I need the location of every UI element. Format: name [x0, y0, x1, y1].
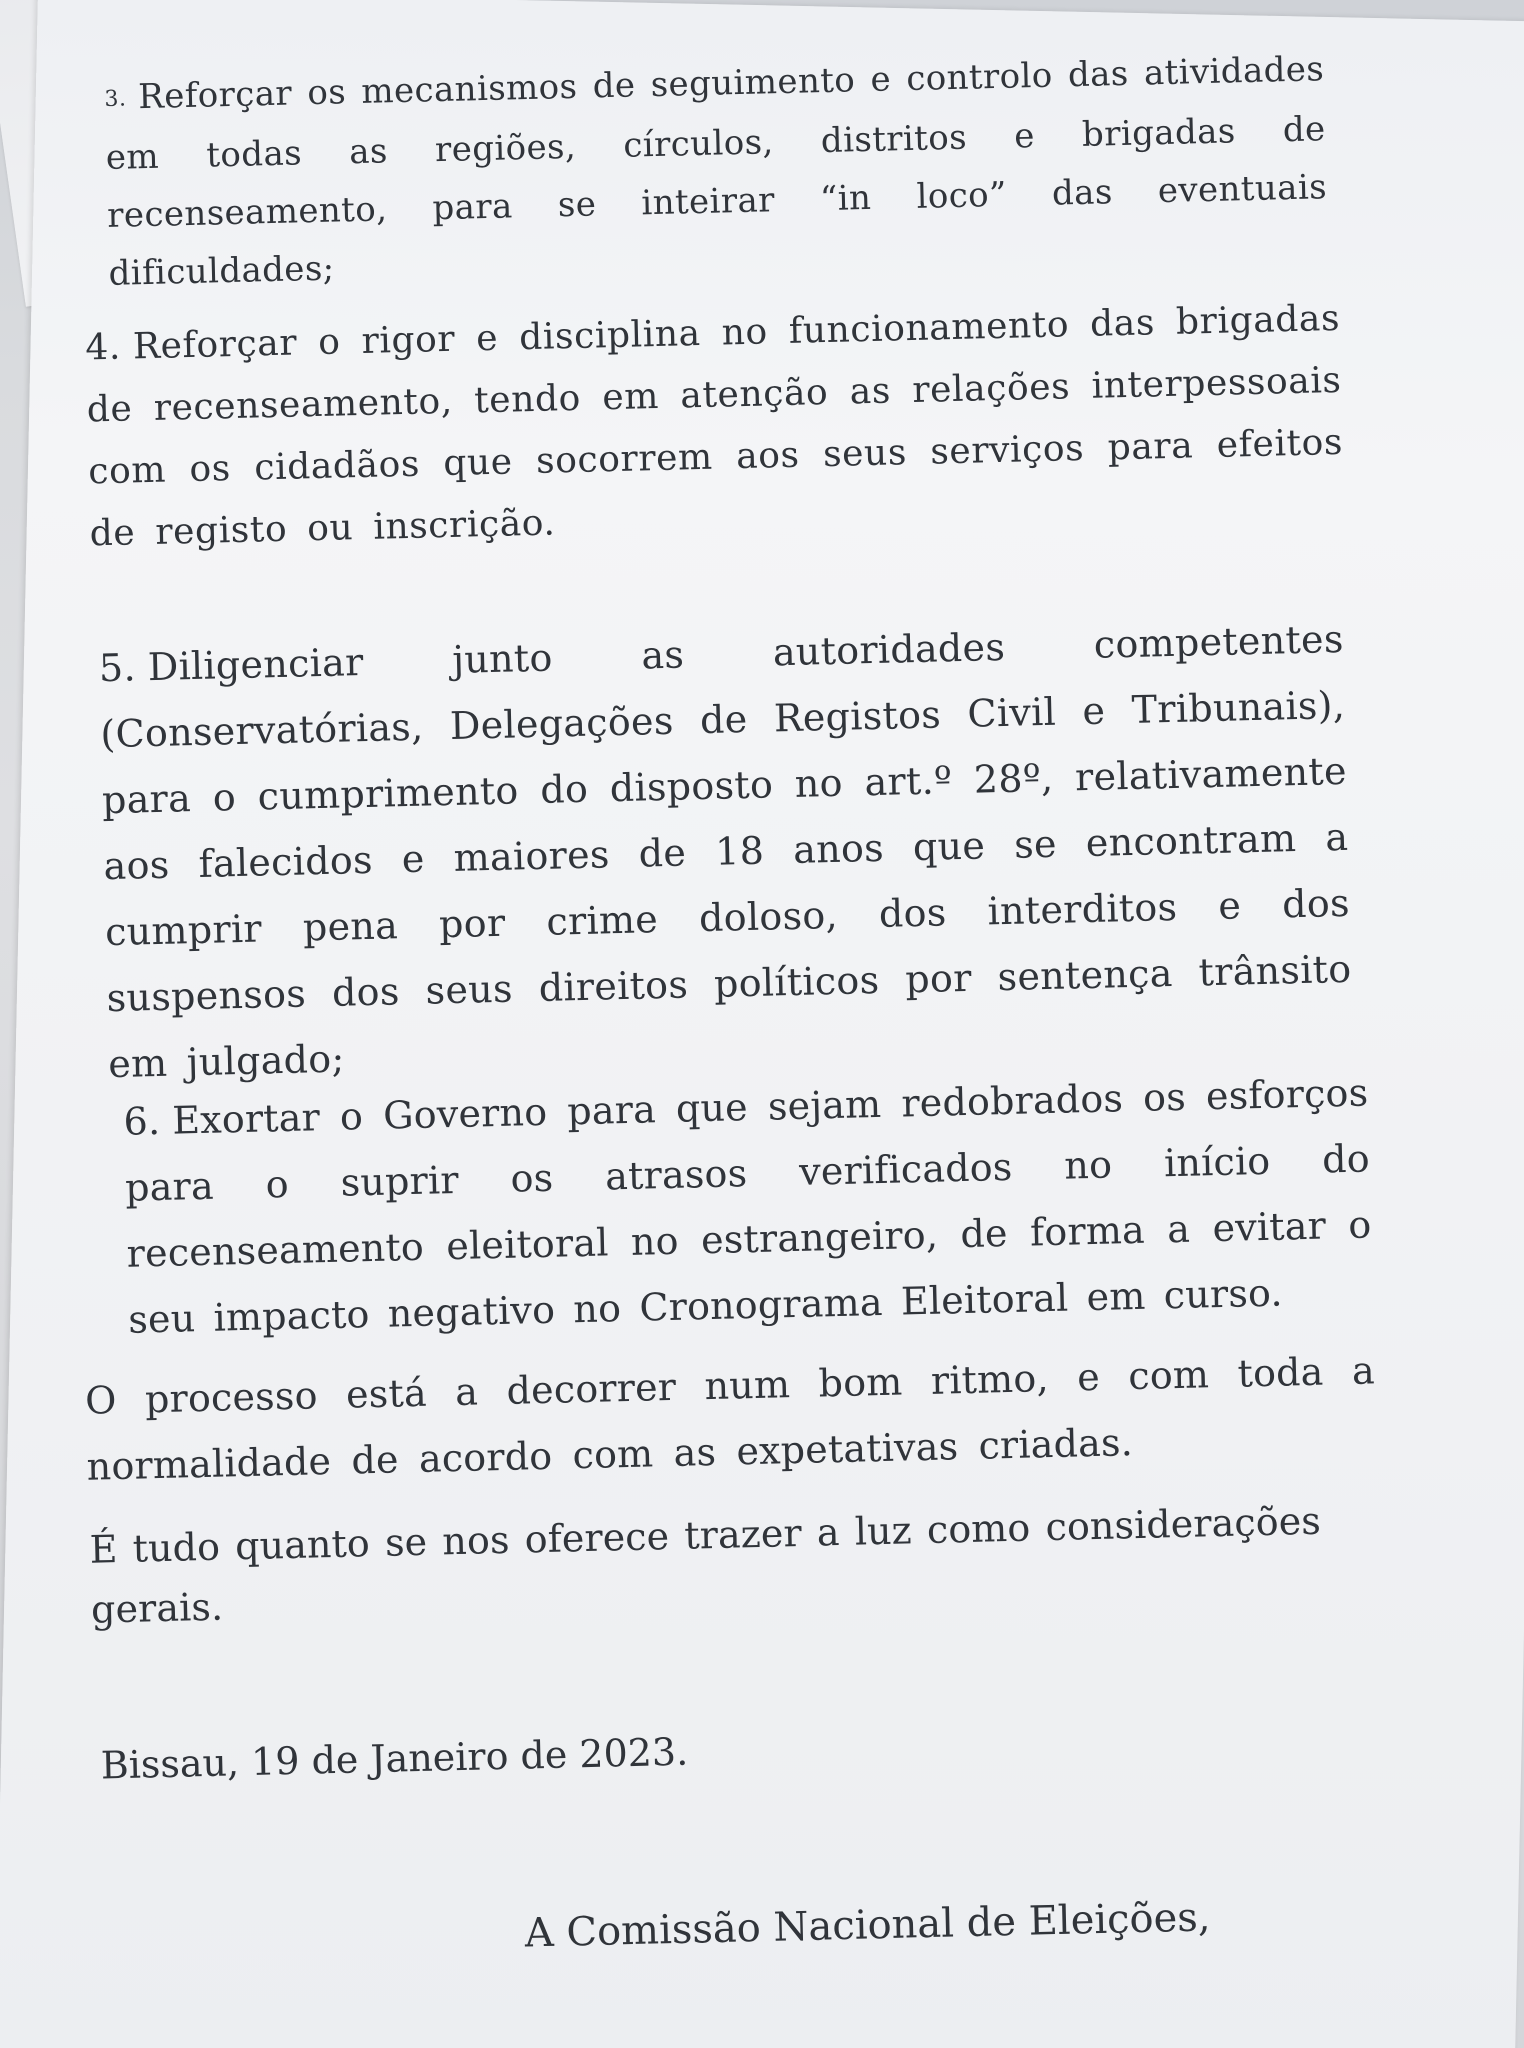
- list-item-text: Reforçar os mecanismos de seguimento e controlo das atividades em todas as regiões, círculos, distritos e brigadas de recenseamento, para se inteirar “in loco” das eventuais dificuldades;: [105, 49, 1328, 294]
- signature-line: A Comissão Nacional de Eleições,: [524, 1894, 1212, 1957]
- list-item-number: 4.: [84, 326, 122, 369]
- list-item-5: [98, 606, 1354, 1097]
- list-item-number: 3.: [104, 86, 127, 112]
- place-and-date: Bissau, 19 de Janeiro de 2023.: [100, 1729, 689, 1788]
- list-item-3: [104, 40, 1329, 303]
- list-item-text: Exortar o Governo para que sejam redobrados os esforços para o suprir os atrasos verificados no início do recenseamento eleitoral no estrangeiro, de forma a evitar o seu impacto negativo no Cronograma Eleitoral em curso.: [124, 1070, 1372, 1342]
- list-item-text: Diligenciar junto as autoridades competentes (Conservatórias, Delegações de Registos Civil e Tribunais), para o cumprimento do disposto no art.º 28º, relativamente aos falecidos e maiores de 18 anos que se encontram a cumprir pena por crime doloso, dos interditos e dos suspensos dos seus direitos políticos por sentença trânsito em julgado;: [99, 616, 1352, 1087]
- list-item-6: [123, 1059, 1374, 1352]
- list-item-number: 6.: [123, 1098, 161, 1144]
- closing-statement: É tudo quanto se nos oferece trazer a luz como considerações gerais.: [89, 1498, 1322, 1632]
- list-item-text: Reforçar o rigor e disciplina no funcionamento das brigadas de recenseamento, tendo em atenção as relações interpessoais com os cidadãos que socorrem aos seus serviços para efeitos de registo ou inscrição.: [86, 297, 1344, 555]
- closing-paragraph: O processo está a decorrer num bom ritmo, e com toda a normalidade de acordo com as expetativas criadas.: [84, 1348, 1376, 1489]
- list-item-number: 5.: [98, 645, 137, 691]
- list-item-4: [85, 288, 1345, 565]
